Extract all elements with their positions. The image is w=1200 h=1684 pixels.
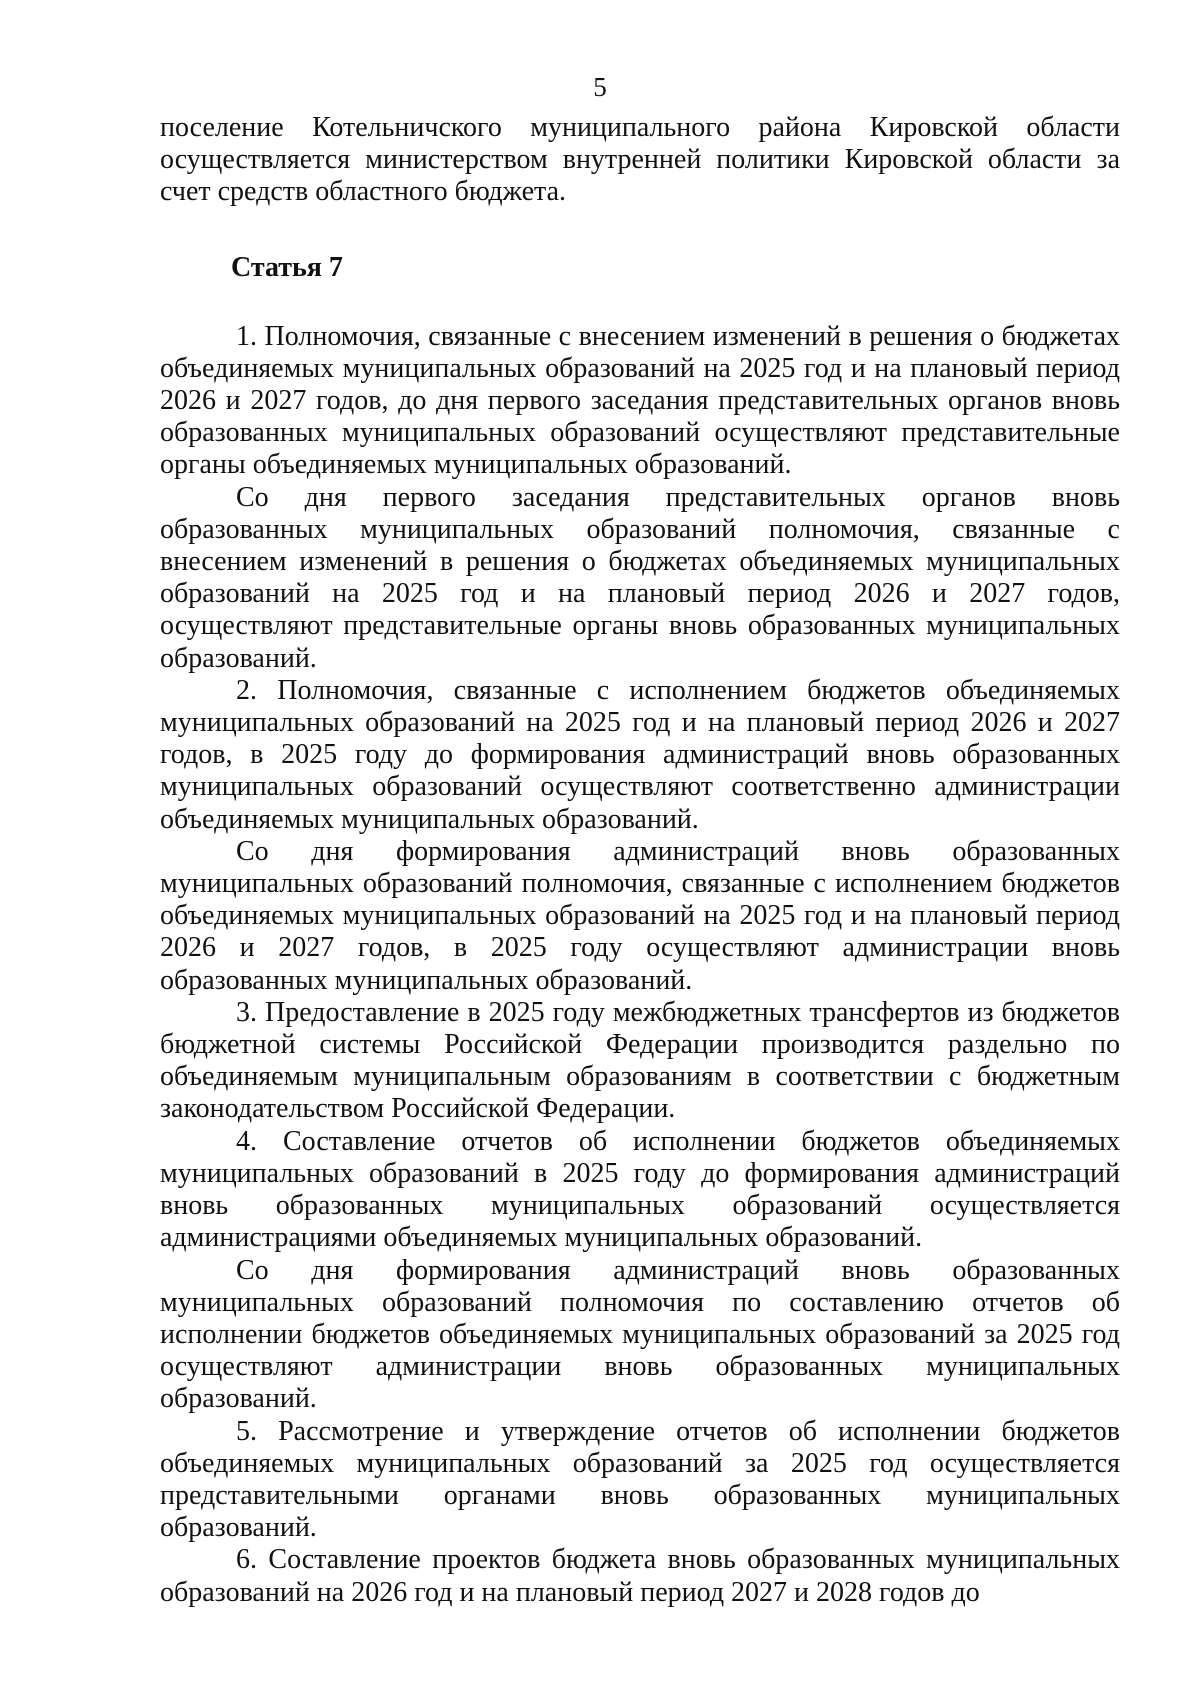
article-heading: Статья 7 [231,251,343,283]
article-paragraph-4-continued: Со дня формирования администраций вновь образованных муниципальных образований полномочия по составлению отчетов об исполнении бюджетов объединяемых муниципальных образований за 2025 год осуществляют администрации вновь образованных муниципальных образований. [160,1254,1120,1415]
article-paragraph-2-continued: Со дня формирования администраций вновь образованных муниципальных образований полномочия, связанные с исполнением бюджетов объединяемых муниципальных образований на 2025 год и на плановый период 2026 и 2027 годов, в 2025 году осуществляют администрации вновь образованных муниципальных образований. [160,835,1120,996]
article-paragraph-6: 6. Составление проектов бюджета вновь образованных муниципальных образований на 2026 год и на плановый период 2027 и 2028 годов до [160,1544,1120,1608]
document-body [160,112,1120,1609]
intro-paragraph: поселение Котельничского муниципального района Кировской области осуществляется министерством внутренней политики Кировской области за счет средств областного бюджета. [160,112,1120,208]
article-paragraph-1: 1. Полномочия, связанные с внесением изменений в решения о бюджетах объединяемых муниципальных образований на 2025 год и на плановый период 2026 и 2027 годов, до дня первого заседания представительных органов вновь образованных муниципальных образований осуществляют представительные органы объединяемых муниципальных образований. [160,320,1120,481]
article-paragraph-3: 3. Предоставление в 2025 году межбюджетных трансфертов из бюджетов бюджетной системы Российской Федерации производится раздельно по объединяемым муниципальным образованиям в соответствии с бюджетным законодательством Российской Федерации. [160,996,1120,1125]
article-paragraph-5: 5. Рассмотрение и утверждение отчетов об исполнении бюджетов объединяемых муниципальных образований за 2025 год осуществляется представительными органами вновь образованных муниципальных образований. [160,1415,1120,1544]
page-number: 5 [593,72,607,102]
article-paragraph-4: 4. Составление отчетов об исполнении бюджетов объединяемых муниципальных образований в 2025 году до формирования администраций вновь образованных муниципальных образований осуществляется администрациями объединяемых муниципальных образований. [160,1125,1120,1254]
article-paragraph-2: 2. Полномочия, связанные с исполнением бюджетов объединяемых муниципальных образований на 2025 год и на плановый период 2026 и 2027 годов, в 2025 году до формирования администраций вновь образованных муниципальных образований осуществляют соответственно администрации объединяемых муниципальных образований. [160,674,1120,835]
article-paragraph-1-continued: Со дня первого заседания представительных органов вновь образованных муниципальных образований полномочия, связанные с внесением изменений в решения о бюджетах объединяемых муниципальных образований на 2025 год и на плановый период 2026 и 2027 годов, осуществляют представительные органы вновь образованных муниципальных образований. [160,481,1120,674]
